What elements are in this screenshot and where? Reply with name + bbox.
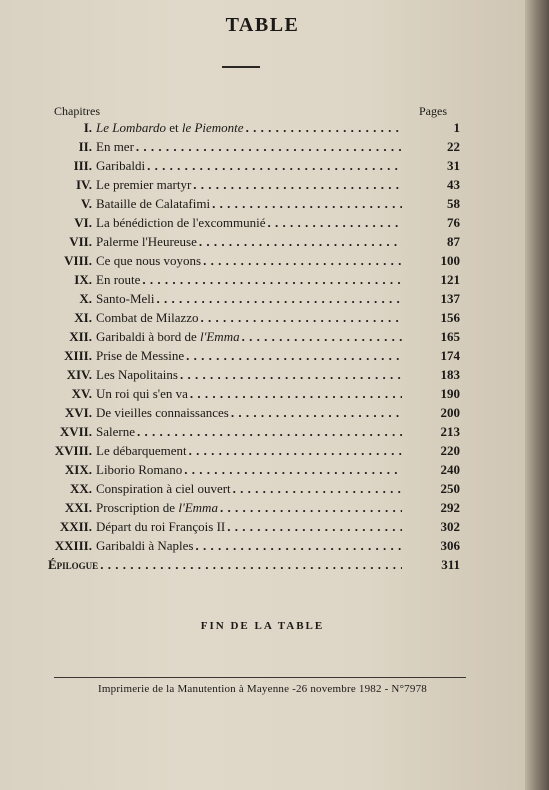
chapter-title [96,479,402,498]
chapter-number: XIV. [66,367,92,382]
chapter-title-text: Le premier martyr [96,177,192,192]
chapter-title [96,384,402,403]
toc-row [48,289,460,308]
page-number: 22 [447,139,460,154]
pages-header: Pages [419,104,447,118]
chapter-title [96,460,402,479]
toc-row [48,441,460,460]
chapter-title-text: La bénédiction de l'excommunié [96,215,266,230]
chapter-number: XIX. [64,462,92,477]
toc-row-epilogue [48,555,460,574]
chapter-number: VI. [74,215,92,230]
toc-row [48,346,460,365]
chapter-title-text: Bataille de Calatafimi [96,196,211,211]
chapter-title-text: Les Napolitains [96,367,178,382]
chapter-title-text: Garibaldi à bord de [96,329,200,344]
chapter-title [96,498,402,517]
chapter-title [96,251,402,270]
toc-row [48,460,460,479]
toc-row [48,232,460,251]
chapter-number: IV. [75,177,92,192]
page-number: 311 [441,557,460,572]
chapter-title [96,422,402,441]
page-number: 190 [440,386,460,401]
title-rule [222,66,260,68]
chapter-title-text: De vieilles connaissances [96,405,229,420]
chapter-title-italic: le Piemonte [181,120,244,135]
page-number: 87 [447,234,460,249]
chapter-title [96,327,402,346]
chapter-number: XV. [71,386,92,401]
chapter-number: XX. [69,481,92,496]
chapter-number: III. [73,158,92,173]
chapter-title [96,156,402,175]
toc-row [48,327,460,346]
page-number: 1 [453,120,460,135]
chapter-title [96,346,402,365]
chapter-title [96,536,402,555]
chapter-title-text: En mer [96,139,134,154]
page-number: 58 [447,196,460,211]
chapter-title [96,517,402,536]
chapter-title-text: Garibaldi [96,158,146,173]
page-title: TABLE [225,14,300,36]
chapter-title [96,308,402,327]
toc-row [48,498,460,517]
chapter-title-text: Palerme l'Heureuse [96,234,197,249]
toc-row [48,137,460,156]
chapter-title-text: Un roi qui s'en va [96,386,188,401]
toc-row [48,517,460,536]
page-number: 250 [440,481,460,496]
chapter-number: XXII. [59,519,92,534]
chapter-number: X. [79,291,92,306]
page-number: 200 [440,405,460,420]
toc-row [48,308,460,327]
toc-row [48,479,460,498]
chapter-number: XIII. [64,348,92,363]
chapter-title [96,194,402,213]
chapter-title [96,403,402,422]
chapter-number: XVII. [59,424,92,439]
toc-row [48,365,460,384]
chapter-title [96,270,402,289]
toc-row [48,175,460,194]
toc-row [48,422,460,441]
end-of-table-label: FIN DE LA TABLE [200,620,325,632]
chapter-title [96,137,402,156]
chapter-title [96,441,402,460]
page-number: 43 [447,177,460,192]
chapter-title [96,289,402,308]
chapter-title-text: Départ du roi François II [96,519,226,534]
page-number: 100 [440,253,460,268]
chapter-number: XI. [74,310,92,325]
chapter-number: V. [81,196,92,211]
chapter-number: XVI. [64,405,92,420]
chapter-number: I. [83,120,92,135]
chapter-title-text: Proscription de [96,500,179,515]
page-number: 174 [440,348,460,363]
toc-row [48,251,460,270]
chapter-title-text: Prise de Messine [96,348,185,363]
chapter-title-text: Liborio Romano [96,462,183,477]
toc-row [48,403,460,422]
chapter-title-italic: l'Emma [199,329,240,344]
page-number: 183 [440,367,460,382]
page-number: 165 [440,329,460,344]
page-number: 240 [440,462,460,477]
chapter-number: XXIII. [54,538,92,553]
chapter-title-italic: Le Lombardo [96,120,166,135]
chapter-title-text: et [165,120,182,135]
chapter-title [96,118,402,137]
toc-row [48,194,460,213]
page-number: 306 [440,538,460,553]
chapter-title-text: Combat de Milazzo [96,310,199,325]
chapter-title-text: Salerne [96,424,135,439]
page-edge [525,0,549,790]
chapter-title-text: Le débarquement [96,443,187,458]
chapter-number: IX. [74,272,92,287]
toc-row [48,213,460,232]
printer-imprint: Imprimerie de la Manutention à Mayenne -26 novembre 1982 - N°7978 [98,683,427,695]
chapter-title-italic: l'Emma [178,500,218,515]
page-number: 292 [440,500,460,515]
page-number: 121 [440,272,460,287]
toc-row [48,156,460,175]
chapter-title [96,175,402,194]
page-number: 137 [440,291,460,306]
chapters-header: Chapitres [54,104,100,118]
page-number: 31 [447,158,460,173]
page-number: 76 [447,215,460,230]
page-number: 213 [440,424,460,439]
imprint-rule [54,677,466,678]
page-number: 302 [440,519,460,534]
toc-row [48,536,460,555]
page-number: 156 [440,310,460,325]
chapter-title-text: Ce que nous voyons [96,253,202,268]
chapter-number: XVIII. [54,443,92,458]
table-of-contents [48,118,460,574]
chapter-number: XXI. [64,500,92,515]
toc-row [48,384,460,403]
epilogue-label: Épilogue . . . [48,555,402,574]
page-number: 220 [440,443,460,458]
chapter-number: VII. [69,234,92,249]
chapter-title-text: Conspiration à ciel ouvert [96,481,231,496]
chapter-title-text: Santo-Meli [96,291,155,306]
chapter-title-text: Garibaldi à Naples [96,538,194,553]
chapter-title-text: En route [96,272,141,287]
chapter-title [96,232,402,251]
chapter-number: II. [78,139,92,154]
toc-row [48,270,460,289]
chapter-title [96,213,402,232]
chapter-number: VIII. [64,253,92,268]
toc-row [48,118,460,137]
chapter-number: XII. [69,329,92,344]
chapter-title [96,365,402,384]
